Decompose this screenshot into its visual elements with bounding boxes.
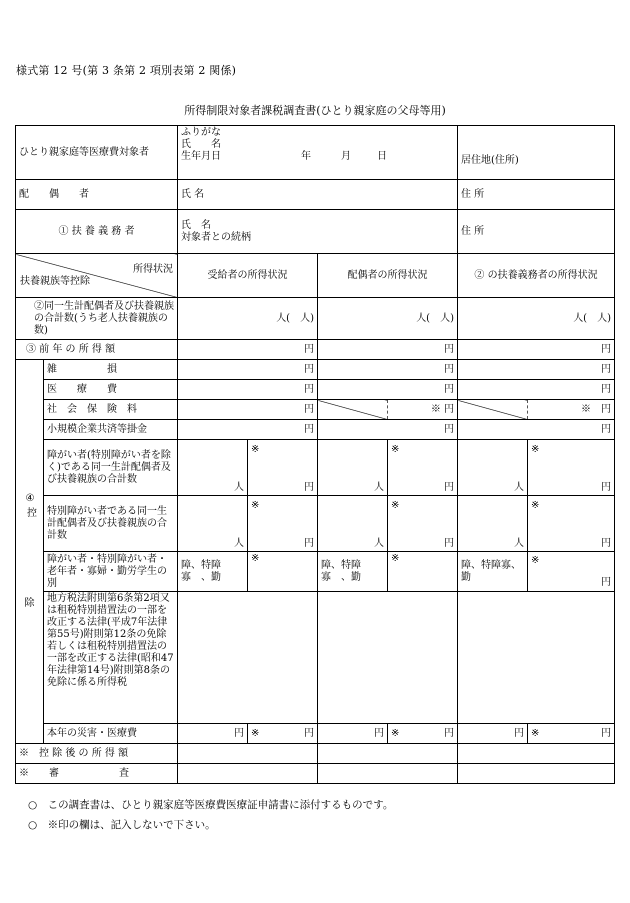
dependents-col2[interactable]: 人( 人): [318, 298, 458, 340]
misc-loss-col3[interactable]: 円: [458, 360, 615, 380]
special-disabled-col1-amount[interactable]: [248, 496, 318, 552]
supporter-name-cell[interactable]: [178, 210, 458, 254]
categories-col3[interactable]: 障、特障寡、 勤: [458, 552, 528, 592]
furigana-label: ふりがな: [181, 127, 221, 138]
medical-col1[interactable]: 円: [178, 380, 318, 400]
tax-law-row: [16, 592, 615, 724]
residence-label[interactable]: 居住地(住所): [458, 126, 615, 180]
supporter-name-label: 氏 名: [181, 219, 211, 231]
medical-col2[interactable]: 円: [318, 380, 458, 400]
after-deduction-col3[interactable]: [458, 744, 615, 764]
name-label: 氏 名: [181, 139, 221, 150]
col-supporter-header: ② の扶養義務者の所得状況: [458, 254, 615, 298]
medical-label: 医 療 費: [44, 380, 178, 400]
disaster-col1-a[interactable]: 円: [178, 724, 248, 744]
kome-mark: ※: [581, 403, 591, 415]
disaster-label: 本年の災害・医療費: [44, 724, 178, 744]
kome-mark: ※: [531, 444, 540, 455]
yen-unit: 円: [444, 727, 454, 739]
small-biz-col3[interactable]: 円: [458, 420, 615, 440]
day-label: 日: [377, 151, 387, 162]
prev-income-col3[interactable]: 円: [458, 340, 615, 360]
disabled-col2-amount[interactable]: [388, 440, 458, 496]
small-biz-row: [16, 420, 615, 440]
social-insurance-col1[interactable]: 円: [178, 400, 318, 420]
yen-unit: 円: [601, 482, 611, 493]
disaster-col1-b[interactable]: [248, 724, 318, 744]
header-spouse-row: [16, 180, 615, 210]
social-insurance-col2-slash: [318, 400, 388, 420]
yen-unit: 円: [601, 538, 611, 549]
disabled-row: [16, 440, 615, 496]
categories-col2-kome: ※: [388, 552, 458, 592]
yen-unit: 円: [444, 538, 454, 549]
audit-row: [16, 764, 615, 784]
after-deduction-col1[interactable]: [178, 744, 318, 764]
small-biz-col2[interactable]: 円: [318, 420, 458, 440]
special-disabled-row: [16, 496, 615, 552]
yen-unit: 円: [601, 403, 611, 415]
corner-header: [16, 254, 178, 298]
medical-col3[interactable]: 円: [458, 380, 615, 400]
small-biz-label: 小規模企業共済等掛金: [44, 420, 178, 440]
kome-mark: ※: [251, 444, 260, 455]
tax-law-label: 地方税法附則第6条第2項又は租税特別措置法の一部を改正する法律(平成7年法律第55号)附則第12条の免除若しくは租税特別措置法の一部を改正する法律(昭和47年法律第14号)附則第8条の免除に係る所得税: [44, 592, 178, 724]
disabled-col3-count[interactable]: 人: [458, 440, 528, 496]
kome-mark: ※: [251, 727, 260, 739]
document-title: 所得制限対象者課税調査書(ひとり親家庭の父母等用): [184, 104, 446, 117]
dependents-label: ②同一生計配偶者及び扶養親族の合計数(うち老人扶養親族の数): [16, 298, 178, 340]
spouse-name[interactable]: 氏 名: [178, 180, 458, 210]
spouse-label: 配 偶 者: [16, 180, 178, 210]
kome-mark: ※: [531, 554, 540, 566]
categories-col3-amount[interactable]: [528, 552, 615, 592]
misc-loss-col2[interactable]: 円: [318, 360, 458, 380]
categories-col1-kome: ※: [248, 552, 318, 592]
kome-mark: ※: [251, 500, 260, 511]
misc-loss-label: 雑 損: [44, 360, 178, 380]
disaster-col2-a[interactable]: 円: [318, 724, 388, 744]
audit-col2[interactable]: [318, 764, 458, 784]
column-header-row: [16, 254, 615, 298]
audit-label: ※ 審 査: [16, 764, 178, 784]
tax-law-col2[interactable]: [318, 592, 458, 724]
special-disabled-label: 特別障がい者である同一生計配偶者及び扶養親族の合計数: [44, 496, 178, 552]
categories-label: 障がい者・特別障がい者・老年者・寡婦・勤労学生の別: [44, 552, 178, 592]
col-recipient-header: 受給者の所得状況: [178, 254, 318, 298]
corner-bottom-label: 扶養親族等控除: [20, 275, 90, 287]
categories-row: [16, 552, 615, 592]
social-insurance-label: 社 会 保 険 料: [44, 400, 178, 420]
misc-loss-row: [16, 360, 615, 380]
month-label: 月: [341, 151, 351, 162]
note-2: ○ ※印の欄は、記入しないで下さい。: [28, 819, 216, 831]
disabled-label: 障がい者(特別障がい者を除く)である同一生計配偶者及び扶養親族の合計数: [44, 440, 178, 496]
audit-col1[interactable]: [178, 764, 318, 784]
kome-mark: ※: [430, 403, 441, 415]
special-disabled-col2-count[interactable]: 人: [318, 496, 388, 552]
deduction-label-bottom: 除: [24, 597, 35, 609]
dependents-row: [16, 298, 615, 340]
after-deduction-label: ※ 控 除 後 の 所 得 額: [16, 744, 178, 764]
disabled-col3-amount[interactable]: [528, 440, 615, 496]
yen-unit: 円: [304, 482, 314, 493]
small-biz-col1[interactable]: 円: [178, 420, 318, 440]
col-spouse-header: 配偶者の所得状況: [318, 254, 458, 298]
disabled-col1-count[interactable]: 人: [178, 440, 248, 496]
kome-mark: ※: [391, 727, 400, 739]
prev-income-row: [16, 340, 615, 360]
social-insurance-col3[interactable]: [528, 400, 615, 420]
year-label: 年: [301, 151, 311, 162]
header-supporter-row: [16, 210, 615, 254]
birth-label: 生年月日: [181, 151, 221, 162]
social-insurance-col2[interactable]: [388, 400, 458, 420]
yen-unit: 円: [304, 538, 314, 549]
after-deduction-col2[interactable]: [318, 744, 458, 764]
after-deduction-row: [16, 744, 615, 764]
prev-income-col2[interactable]: 円: [318, 340, 458, 360]
deduction-label-top: ④ 控: [24, 493, 36, 518]
yen-unit: 円: [444, 403, 454, 415]
disabled-col1-amount[interactable]: [248, 440, 318, 496]
dependents-col3[interactable]: 人( 人): [458, 298, 615, 340]
corner-top-label: 所得状況: [133, 263, 173, 275]
supporter-label: ① 扶 養 義 務 者: [16, 210, 178, 254]
misc-loss-col1[interactable]: 円: [178, 360, 318, 380]
tax-law-col1[interactable]: [178, 592, 318, 724]
yen-unit: 円: [304, 727, 314, 739]
special-disabled-col3-amount[interactable]: [528, 496, 615, 552]
kome-mark: ※: [531, 727, 540, 739]
disabled-col2-count[interactable]: 人: [318, 440, 388, 496]
tax-law-col3[interactable]: [458, 592, 615, 724]
categories-col1[interactable]: 障、特障 寡 、勤: [178, 552, 248, 592]
form-number: 様式第 12 号(第 3 条第 2 項別表第 2 関係): [16, 64, 237, 77]
target-label: ひとり親家庭等医療費対象者: [16, 126, 178, 180]
yen-unit: 円: [444, 482, 454, 493]
supporter-relation-label: 対象者との続柄: [181, 231, 251, 243]
special-disabled-col3-count[interactable]: 人: [458, 496, 528, 552]
supporter-address[interactable]: 住 所: [458, 210, 615, 254]
audit-col3[interactable]: [458, 764, 615, 784]
prev-income-label: ③ 前 年 の 所 得 額: [16, 340, 178, 360]
kome-mark: ※: [391, 444, 400, 455]
disaster-col3-b[interactable]: [528, 724, 615, 744]
yen-unit: 円: [601, 727, 611, 739]
special-disabled-col2-amount[interactable]: [388, 496, 458, 552]
disaster-row: [16, 724, 615, 744]
spouse-address[interactable]: 住 所: [458, 180, 615, 210]
tax-survey-table: [15, 125, 615, 784]
prev-income-col1[interactable]: 円: [178, 340, 318, 360]
social-insurance-row: [16, 400, 615, 420]
social-insurance-col3-slash: [458, 400, 528, 420]
kome-mark: ※: [391, 500, 400, 511]
categories-col2[interactable]: 障、特障 寡 、勤: [318, 552, 388, 592]
dependents-col1[interactable]: 人( 人): [178, 298, 318, 340]
yen-unit: 円: [601, 576, 611, 588]
disaster-col2-b[interactable]: [388, 724, 458, 744]
kome-mark: ※: [531, 500, 540, 511]
target-name-cell[interactable]: [178, 126, 458, 180]
disaster-col3-a[interactable]: 円: [458, 724, 528, 744]
header-target-row: [16, 126, 615, 180]
note-1: ○ この調査書は、ひとり親家庭等医療費医療証申請書に添付するものです。: [28, 799, 394, 811]
special-disabled-col1-count[interactable]: 人: [178, 496, 248, 552]
deduction-side-label: [16, 360, 44, 744]
medical-row: [16, 380, 615, 400]
